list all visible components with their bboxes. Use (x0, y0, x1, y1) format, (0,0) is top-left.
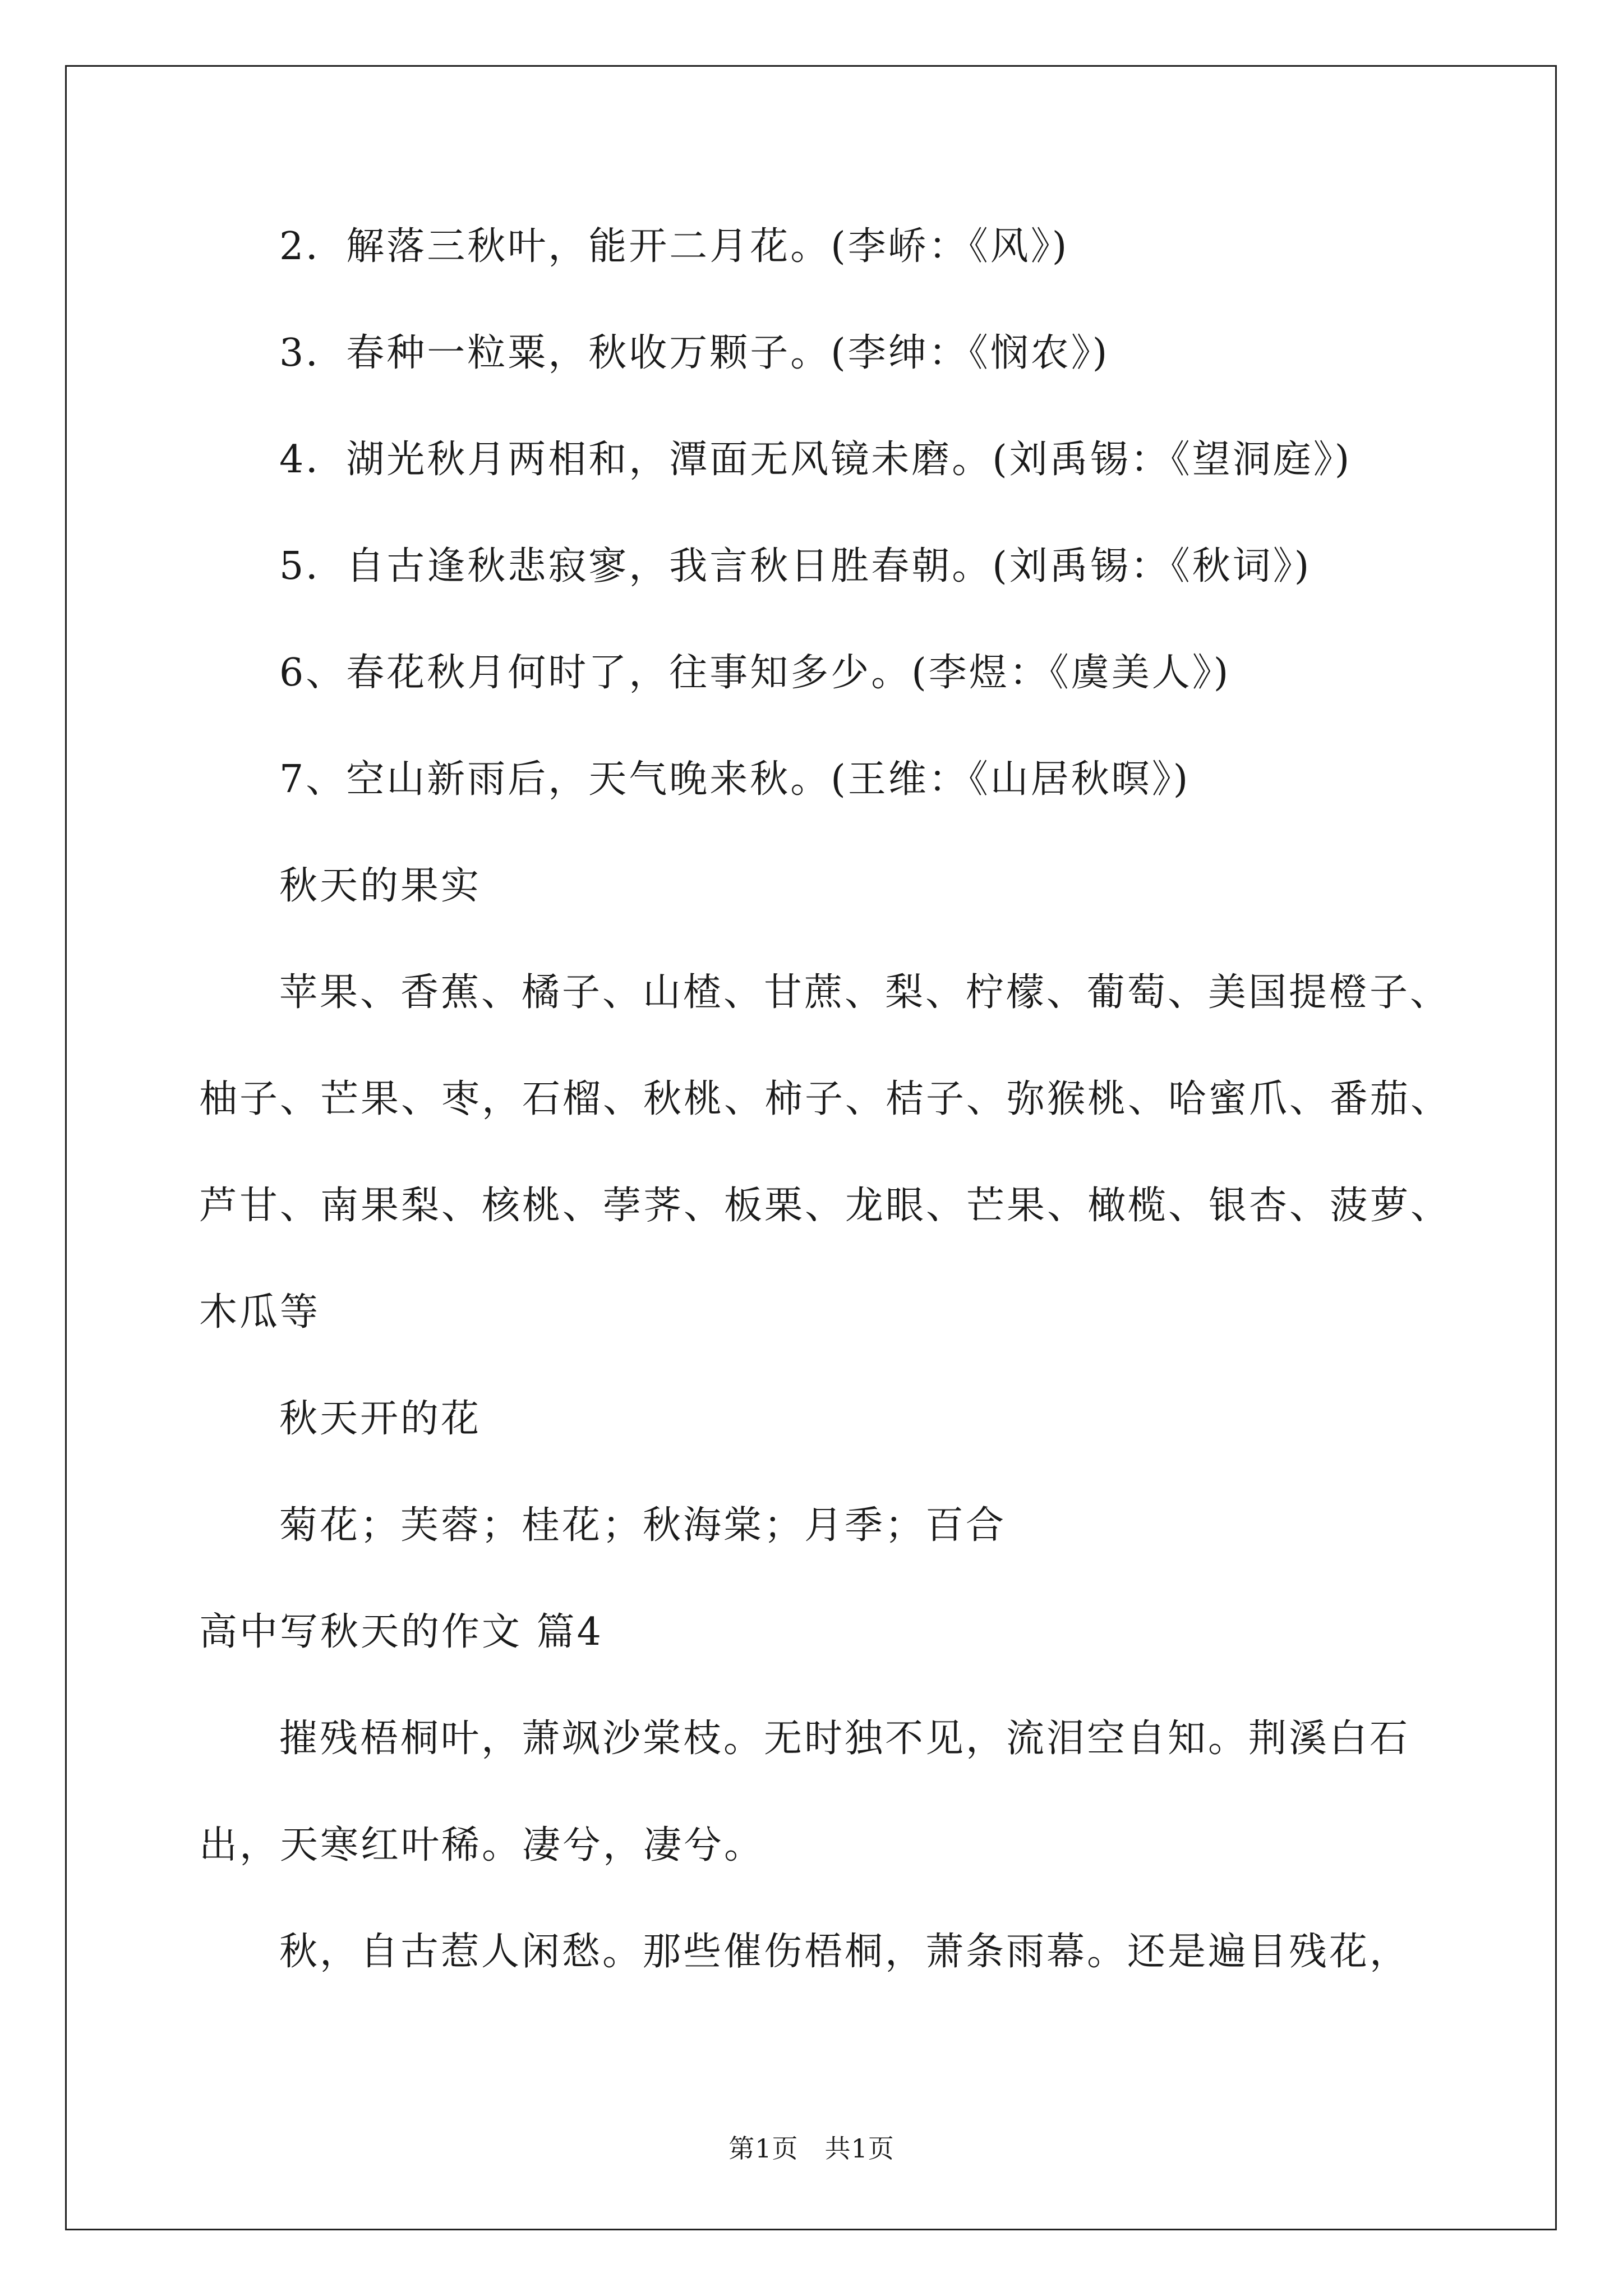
heading-autumn-flowers: 秋天开的花 (279, 1397, 482, 1441)
poem-line-7: 7、空山新雨后，天气晚来秋。(王维：《山居秋暝》) (279, 757, 1191, 802)
poem-line-5: 5．自古逢秋悲寂寥，我言秋日胜春朝。(刘禹锡：《秋词》) (279, 544, 1312, 588)
flowers-text: 菊花；芙蓉；桂花；秋海棠；月季；百合 (279, 1503, 1007, 1548)
fruits-text-line-2: 柚子、芒果、枣，石榴、秋桃、柿子、桔子、弥猴桃、哈蜜爪、番茄、 (199, 1077, 1451, 1121)
poem-line-2: 2．解落三秋叶，能开二月花。(李峤：《风》) (279, 224, 1069, 269)
fruits-text-line-4: 木瓜等 (199, 1290, 321, 1335)
fruits-text-line-1: 苹果、香蕉、橘子、山楂、甘蔗、梨、柠檬、葡萄、美国提橙子、 (279, 970, 1451, 1015)
poem-line-6: 6、春花秋月何时了，往事知多少。(李煜：《虞美人》) (279, 651, 1231, 695)
page-footer: 第1页 共1页 (728, 2133, 895, 2164)
page-border (65, 65, 1557, 2230)
poem-line-4: 4．湖光秋月两相和，潭面无风镜未磨。(刘禹锡：《望洞庭》) (279, 438, 1352, 482)
essay-text-line-1: 摧残梧桐叶，萧飒沙棠枝。无时独不见，流泪空自知。荆溪白石 (279, 1717, 1410, 1761)
essay-text-line-2: 出，天寒红叶稀。凄兮，凄兮。 (199, 1823, 765, 1867)
essay-text-line-3: 秋，自古惹人闲愁。那些催伤梧桐，萧条雨幕。还是遍目残花， (279, 1930, 1410, 1974)
fruits-text-line-3: 芦甘、南果梨、核桃、荸荠、板栗、龙眼、芒果、橄榄、银杏、菠萝、 (199, 1184, 1451, 1228)
poem-line-3: 3．春种一粒粟，秋收万颗子。(李绅：《悯农》) (279, 331, 1110, 375)
section-title-essay-4: 高中写秋天的作文 篇4 (199, 1610, 603, 1654)
heading-autumn-fruits: 秋天的果实 (279, 864, 482, 908)
